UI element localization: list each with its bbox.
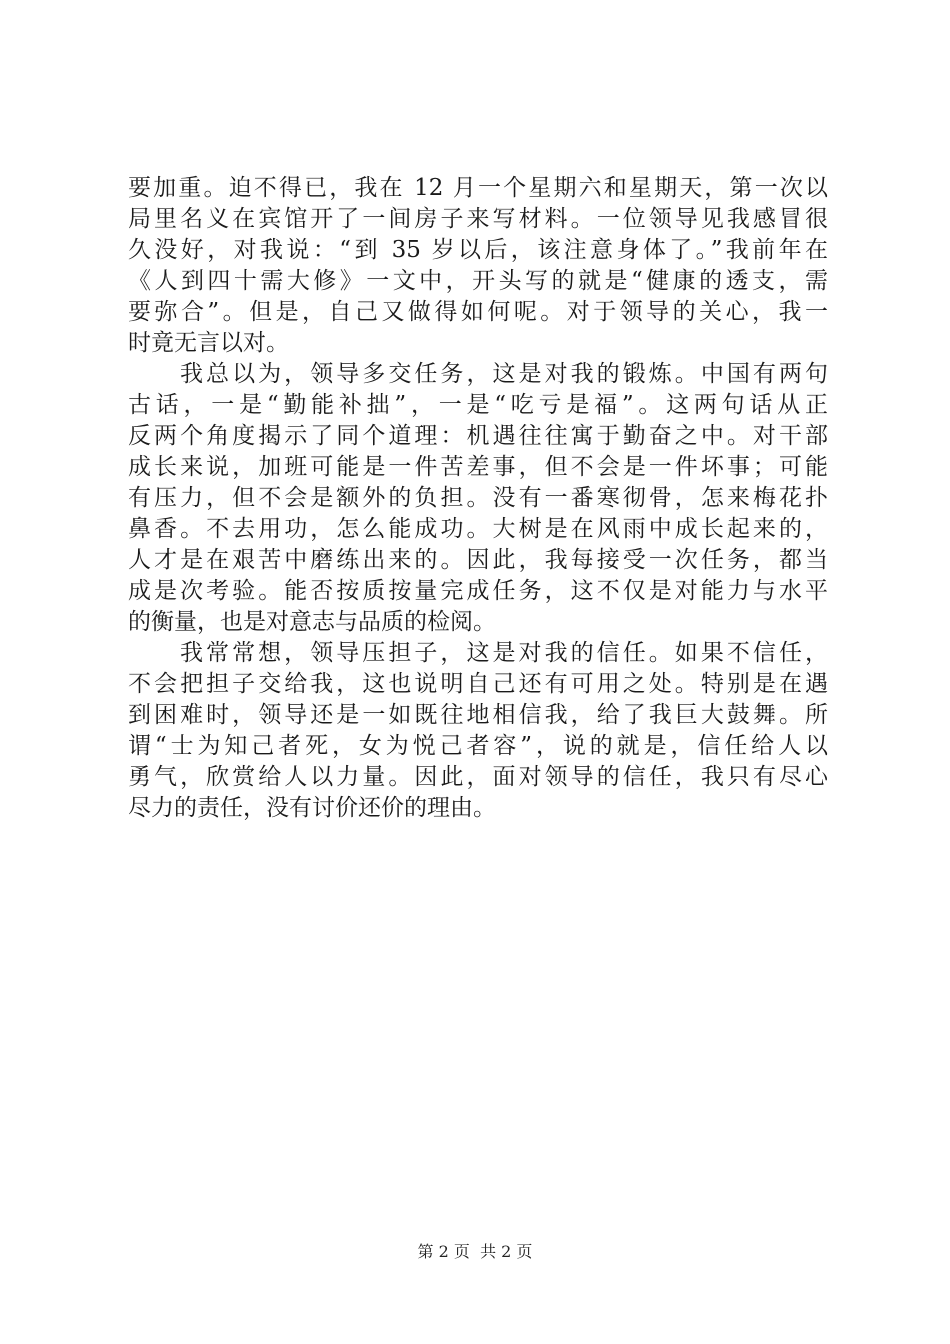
text-line: 到困难时，领导还是一如既往地相信我，给了我巨大鼓舞。所: [128, 702, 828, 728]
page-number: 第 2 页 共 2 页: [417, 1242, 533, 1261]
text-line: 局里名义在宾馆开了一间房子来写材料。一位领导见我感冒很: [128, 206, 828, 232]
text-line: 有压力，但不会是额外的负担。没有一番寒彻骨，怎来梅花扑: [128, 485, 828, 511]
body-text: [128, 173, 828, 824]
text-line: 人才是在艰苦中磨练出来的。因此，我每接受一次任务，都当: [128, 547, 828, 573]
text-line: 要加重。迫不得已，我在 12 月一个星期六和星期天，第一次以: [128, 175, 828, 201]
text-line: 古话，一是“勤能补拙”，一是“吃亏是福”。这两句话从正: [128, 392, 828, 418]
page-footer: [0, 1242, 950, 1262]
text-line: 我常常想，领导压担子，这是对我的信任。如果不信任，: [180, 640, 828, 666]
text-line: 尽力的责任，没有讨价还价的理由。: [128, 795, 496, 821]
text-line: 要弥合”。但是，自己又做得如何呢。对于领导的关心，我一: [128, 299, 828, 325]
text-line: 的衡量，也是对意志与品质的检阅。: [128, 609, 496, 635]
text-line: 久没好，对我说：“到 35 岁以后，该注意身体了。”我前年在: [128, 237, 828, 263]
text-line: 勇气，欣赏给人以力量。因此，面对领导的信任，我只有尽心: [128, 764, 828, 790]
text-line: 鼻香。不去用功，怎么能成功。大树是在风雨中成长起来的，: [128, 516, 828, 542]
text-line: 时竟无言以对。: [128, 330, 289, 356]
text-line: 反两个角度揭示了同个道理：机遇往往寓于勤奋之中。对干部: [128, 423, 828, 449]
text-line: 成是次考验。能否按质按量完成任务，这不仅是对能力与水平: [128, 578, 828, 604]
text-line: 《人到四十需大修》一文中，开头写的就是“健康的透支，需: [128, 268, 828, 294]
text-line: 不会把担子交给我，这也说明自己还有可用之处。特别是在遇: [128, 671, 828, 697]
text-line: 我总以为，领导多交任务，这是对我的锻炼。中国有两句: [180, 361, 828, 387]
text-line: 成长来说，加班可能是一件苦差事，但不会是一件坏事；可能: [128, 454, 828, 480]
text-line: 谓“士为知己者死，女为悦己者容”，说的就是，信任给人以: [128, 733, 828, 759]
